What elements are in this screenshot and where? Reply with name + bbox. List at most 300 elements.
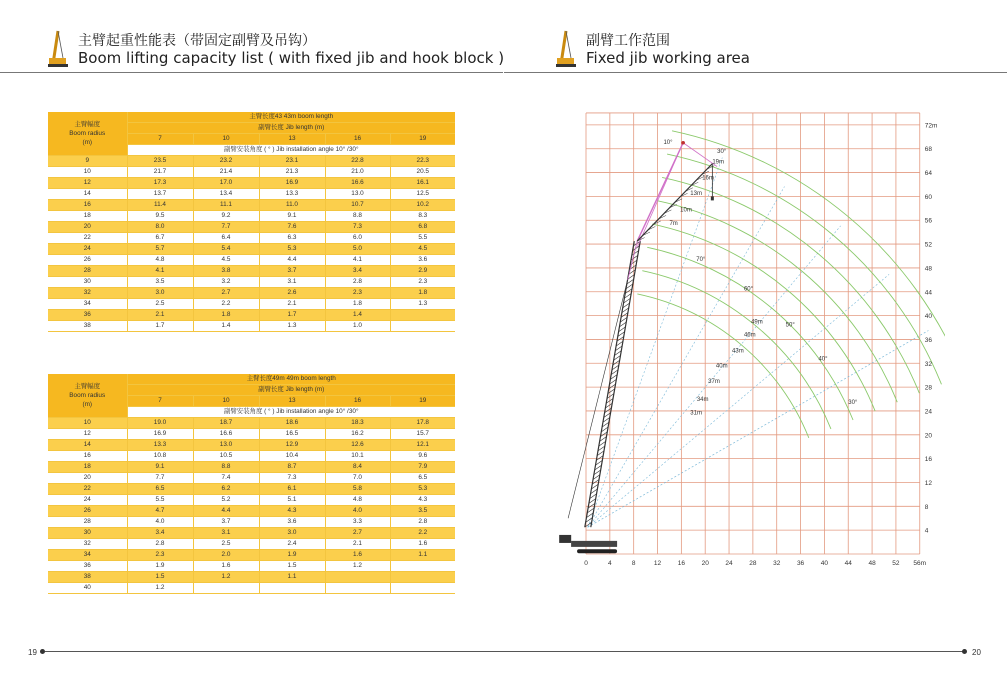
- x-tick-label: 12: [653, 560, 662, 567]
- capacity-cell: 1.2: [127, 583, 193, 594]
- capacity-cell: 5.4: [193, 244, 259, 255]
- table-row: [48, 167, 455, 178]
- capacity-cell: [390, 321, 455, 332]
- capacity-cell: 21.4: [193, 167, 259, 178]
- table-row: [48, 233, 455, 244]
- y-tick-label: 12: [924, 479, 932, 487]
- jib-length-label: 16m: [702, 175, 714, 182]
- x-tick-label: 24: [725, 560, 733, 567]
- capacity-cell: 17.3: [127, 178, 193, 189]
- jib-tip-marker: [681, 141, 685, 145]
- capacity-cell: 8.8: [193, 462, 259, 473]
- angle-label: 30°: [717, 148, 727, 155]
- x-tick-label: 56m: [913, 560, 927, 567]
- jib-length-value: 7: [127, 134, 193, 145]
- crawler-track: [577, 549, 617, 553]
- radius-cell: 24: [48, 495, 127, 506]
- table-row: [48, 561, 455, 572]
- capacity-cell: 2.3: [325, 288, 390, 299]
- capacity-cell: 13.7: [127, 189, 193, 200]
- capacity-cell: 5.5: [390, 233, 455, 244]
- table-row: [48, 418, 455, 429]
- angle-label: 60°: [743, 286, 754, 293]
- radius-cell: 18: [48, 462, 127, 473]
- capacity-cell: [390, 583, 455, 594]
- capacity-cell: 6.8: [390, 222, 455, 233]
- table-row: [48, 222, 455, 233]
- jib-length-header: 副臂长度 Jib length (m): [127, 123, 455, 134]
- capacity-cell: 1.0: [325, 321, 390, 332]
- capacity-cell: 9.1: [127, 462, 193, 473]
- capacity-cell: 1.1: [390, 550, 455, 561]
- jib-working-range-chart: [545, 105, 945, 575]
- angle-label: 30°: [848, 399, 858, 406]
- radius-cell: 34: [48, 299, 127, 310]
- capacity-cell: 2.5: [127, 299, 193, 310]
- table-row: [48, 266, 455, 277]
- y-tick-label: 20: [924, 432, 932, 440]
- capacity-cell: 21.0: [325, 167, 390, 178]
- capacity-cell: 17.0: [193, 178, 259, 189]
- table-row: [48, 299, 455, 310]
- hook-block: [711, 196, 714, 200]
- capacity-cell: [259, 583, 325, 594]
- boom-length-header: 主臂长度43 43m boom length: [127, 112, 455, 123]
- capacity-cell: 8.3: [390, 211, 455, 222]
- table-row: [48, 189, 455, 200]
- capacity-cell: 16.6: [325, 178, 390, 189]
- y-tick-label: 40: [924, 313, 932, 321]
- table-row: [48, 572, 455, 583]
- capacity-cell: 3.1: [193, 528, 259, 539]
- radius-cell: 12: [48, 429, 127, 440]
- table-row: [48, 517, 455, 528]
- capacity-cell: 7.4: [193, 473, 259, 484]
- jib-length-label: 7m: [669, 221, 678, 228]
- table-row: [48, 506, 455, 517]
- capacity-cell: 18.7: [193, 418, 259, 429]
- crawler-body: [571, 541, 617, 547]
- radius-header: 主臂幅度 Boom radius (m): [48, 112, 127, 156]
- x-tick-label: 52: [892, 560, 900, 567]
- capacity-cell: 2.4: [259, 539, 325, 550]
- table-row: [48, 255, 455, 266]
- capacity-cell: 3.7: [259, 266, 325, 277]
- capacity-cell: 2.5: [193, 539, 259, 550]
- x-tick-label: 16: [677, 560, 685, 567]
- capacity-cell: 6.3: [259, 233, 325, 244]
- capacity-cell: 16.1: [390, 178, 455, 189]
- capacity-cell: 5.7: [127, 244, 193, 255]
- y-tick-label: 68: [924, 146, 932, 154]
- table-row: [48, 451, 455, 462]
- counterweight: [559, 535, 571, 543]
- table-row: [48, 462, 455, 473]
- jib-length-label: 13m: [690, 191, 702, 198]
- capacity-cell: 4.4: [193, 506, 259, 517]
- jib-length-header: 副臂长度 Jib length (m): [127, 385, 455, 396]
- capacity-cell: 18.3: [325, 418, 390, 429]
- capacity-cell: 1.9: [259, 550, 325, 561]
- angle-label: 40°: [818, 356, 828, 363]
- capacity-cell: 3.0: [127, 288, 193, 299]
- table-row: [48, 244, 455, 255]
- angle-label: 50°: [785, 322, 795, 329]
- jib-length-value: 16: [325, 396, 390, 407]
- capacity-cell: 12.5: [390, 189, 455, 200]
- table-row: [48, 484, 455, 495]
- jib-length-label: 10m: [680, 207, 692, 214]
- capacity-cell: 13.0: [325, 189, 390, 200]
- capacity-cell: 8.7: [259, 462, 325, 473]
- capacity-cell: 6.1: [259, 484, 325, 495]
- radius-cell: 14: [48, 440, 127, 451]
- x-tick-label: 20: [701, 560, 709, 567]
- capacity-cell: 5.8: [325, 484, 390, 495]
- capacity-cell: 8.0: [127, 222, 193, 233]
- y-tick-label: 44: [924, 289, 932, 297]
- right-header-rule: [504, 72, 1007, 73]
- capacity-cell: 13.0: [193, 440, 259, 451]
- crane-icon: [555, 28, 577, 68]
- table-row: [48, 277, 455, 288]
- radius-header: 主臂幅度 Boom radius (m): [48, 374, 127, 418]
- page-number-left: 19: [28, 648, 37, 657]
- capacity-cell: 10.7: [325, 200, 390, 211]
- capacity-cell: 7.3: [259, 473, 325, 484]
- capacity-cell: 20.5: [390, 167, 455, 178]
- capacity-cell: [390, 561, 455, 572]
- capacity-cell: 3.2: [193, 277, 259, 288]
- capacity-cell: 2.2: [390, 528, 455, 539]
- capacity-cell: 16.9: [259, 178, 325, 189]
- capacity-cell: 4.5: [193, 255, 259, 266]
- radius-cell: 30: [48, 528, 127, 539]
- capacity-cell: 7.6: [259, 222, 325, 233]
- radius-cell: 28: [48, 517, 127, 528]
- jib-length-value: 10: [193, 396, 259, 407]
- capacity-cell: 22.8: [325, 156, 390, 167]
- table-row: [48, 200, 455, 211]
- capacity-cell: 1.2: [193, 572, 259, 583]
- radius-cell: 22: [48, 484, 127, 495]
- radius-cell: 12: [48, 178, 127, 189]
- capacity-cell: 11.0: [259, 200, 325, 211]
- table-row: [48, 440, 455, 451]
- radius-cell: 24: [48, 244, 127, 255]
- angle-label: 70°: [696, 256, 706, 263]
- capacity-cell: 4.0: [325, 506, 390, 517]
- capacity-cell: 16.6: [193, 429, 259, 440]
- x-tick-label: 4: [608, 560, 612, 567]
- radius-cell: 14: [48, 189, 127, 200]
- right-title-cn: 副臂工作范围: [586, 33, 670, 49]
- capacity-cell: 6.7: [127, 233, 193, 244]
- radius-cell: 10: [48, 418, 127, 429]
- capacity-cell: 3.7: [193, 517, 259, 528]
- radius-cell: 30: [48, 277, 127, 288]
- capacity-cell: 1.3: [390, 299, 455, 310]
- y-tick-label: 24: [924, 408, 932, 416]
- boom-length-label: 37m: [708, 378, 720, 385]
- y-tick-label: 8: [924, 503, 929, 511]
- capacity-cell: 2.6: [259, 288, 325, 299]
- x-tick-label: 28: [749, 560, 757, 567]
- capacity-cell: 3.5: [127, 277, 193, 288]
- radius-cell: 18: [48, 211, 127, 222]
- jib-angle-header: 副臂安装角度 ( ° ) Jib installation angle 10° /30°: [127, 145, 455, 156]
- capacity-cell: 23.2: [193, 156, 259, 167]
- capacity-cell: 3.4: [127, 528, 193, 539]
- y-tick-label: 4: [924, 527, 929, 535]
- capacity-cell: 5.3: [259, 244, 325, 255]
- boom-length-label: 49m: [751, 319, 763, 326]
- footer-rule: [45, 651, 963, 652]
- angle-label: 10°: [663, 139, 673, 146]
- radius-cell: 36: [48, 310, 127, 321]
- capacity-cell: [325, 583, 390, 594]
- capacity-cell: 13.4: [193, 189, 259, 200]
- angle-ray: [588, 158, 723, 528]
- crane-icon: [47, 28, 69, 68]
- table-row: [48, 178, 455, 189]
- capacity-cell: 3.3: [325, 517, 390, 528]
- radius-cell: 22: [48, 233, 127, 244]
- boom-length-label: 31m: [690, 410, 702, 417]
- capacity-cell: 2.1: [127, 310, 193, 321]
- capacity-cell: 5.0: [325, 244, 390, 255]
- boom-length-label: 46m: [743, 332, 756, 339]
- capacity-table-43m: [48, 112, 455, 332]
- table-row: [48, 473, 455, 484]
- capacity-cell: 1.8: [325, 299, 390, 310]
- table-row: [48, 495, 455, 506]
- capacity-cell: 1.1: [259, 572, 325, 583]
- capacity-cell: 3.4: [325, 266, 390, 277]
- table-row: [48, 288, 455, 299]
- capacity-cell: 19.0: [127, 418, 193, 429]
- range-arc: [657, 201, 897, 402]
- capacity-cell: 6.5: [127, 484, 193, 495]
- jib-length-value: 19: [390, 396, 455, 407]
- capacity-cell: 2.2: [193, 299, 259, 310]
- jib-strut: [628, 241, 638, 280]
- boom-length-header: 主臂长度49m 49m boom length: [127, 374, 455, 385]
- capacity-cell: 2.0: [193, 550, 259, 561]
- radius-cell: 38: [48, 572, 127, 583]
- radius-cell: 32: [48, 539, 127, 550]
- capacity-cell: 7.7: [193, 222, 259, 233]
- capacity-cell: 10.1: [325, 451, 390, 462]
- capacity-cell: 11.4: [127, 200, 193, 211]
- capacity-cell: 4.8: [325, 495, 390, 506]
- radius-cell: 9: [48, 156, 127, 167]
- capacity-cell: 23.1: [259, 156, 325, 167]
- jib-length-value: 13: [259, 396, 325, 407]
- radius-cell: 10: [48, 167, 127, 178]
- y-tick-label: 16: [924, 456, 932, 464]
- capacity-cell: 12.1: [390, 440, 455, 451]
- capacity-cell: 1.2: [325, 561, 390, 572]
- capacity-cell: 6.2: [193, 484, 259, 495]
- capacity-cell: 1.6: [325, 550, 390, 561]
- table-row: [48, 156, 455, 167]
- capacity-cell: 2.8: [390, 517, 455, 528]
- jib-angle-header: 副臂安装角度 ( ° ) Jib installation angle 10° /30°: [127, 407, 455, 418]
- capacity-cell: 18.6: [259, 418, 325, 429]
- capacity-cell: 23.5: [127, 156, 193, 167]
- capacity-table-49m: [48, 374, 455, 594]
- y-tick-label: 72m: [924, 122, 938, 130]
- capacity-cell: 2.8: [325, 277, 390, 288]
- capacity-cell: 3.6: [390, 255, 455, 266]
- jib-length-value: 19: [390, 134, 455, 145]
- capacity-cell: 7.9: [390, 462, 455, 473]
- capacity-cell: 3.6: [259, 517, 325, 528]
- capacity-cell: 9.5: [127, 211, 193, 222]
- capacity-cell: [390, 572, 455, 583]
- radius-cell: 38: [48, 321, 127, 332]
- capacity-cell: 3.1: [259, 277, 325, 288]
- capacity-cell: 16.2: [325, 429, 390, 440]
- jib-length-label: 19m: [712, 159, 725, 166]
- table-row: [48, 550, 455, 561]
- capacity-cell: 7.0: [325, 473, 390, 484]
- capacity-cell: 5.2: [193, 495, 259, 506]
- radius-cell: 40: [48, 583, 127, 594]
- capacity-cell: 8.4: [325, 462, 390, 473]
- capacity-cell: 9.1: [259, 211, 325, 222]
- capacity-cell: 9.2: [193, 211, 259, 222]
- capacity-cell: 2.1: [259, 299, 325, 310]
- boom-length-label: 34m: [696, 396, 709, 403]
- x-tick-label: 8: [631, 560, 636, 567]
- jib-length-value: 10: [193, 134, 259, 145]
- y-tick-label: 60: [924, 193, 932, 201]
- capacity-cell: 4.0: [127, 517, 193, 528]
- radius-cell: 16: [48, 200, 127, 211]
- radius-cell: 32: [48, 288, 127, 299]
- y-tick-label: 28: [924, 384, 932, 392]
- table-row: [48, 211, 455, 222]
- capacity-cell: 12.9: [259, 440, 325, 451]
- capacity-cell: 3.5: [390, 506, 455, 517]
- capacity-cell: 15.7: [390, 429, 455, 440]
- table-row: [48, 539, 455, 550]
- jib-length-value: 13: [259, 134, 325, 145]
- radius-cell: 16: [48, 451, 127, 462]
- right-title-en: Fixed jib working area: [586, 49, 750, 67]
- range-arc: [672, 131, 945, 376]
- capacity-cell: 5.1: [259, 495, 325, 506]
- x-tick-label: 40: [820, 560, 829, 567]
- table-row: [48, 528, 455, 539]
- radius-cell: 28: [48, 266, 127, 277]
- capacity-cell: 13.3: [259, 189, 325, 200]
- page-number-right: 20: [972, 648, 981, 657]
- capacity-cell: 6.4: [193, 233, 259, 244]
- capacity-cell: 3.0: [259, 528, 325, 539]
- capacity-cell: 13.3: [127, 440, 193, 451]
- capacity-cell: 2.7: [193, 288, 259, 299]
- capacity-cell: 6.5: [390, 473, 455, 484]
- capacity-cell: 12.6: [325, 440, 390, 451]
- capacity-cell: 2.3: [390, 277, 455, 288]
- capacity-cell: 5.5: [127, 495, 193, 506]
- jib-10deg-chord: [637, 143, 683, 247]
- capacity-cell: 4.7: [127, 506, 193, 517]
- capacity-cell: 3.8: [193, 266, 259, 277]
- capacity-cell: 11.1: [193, 200, 259, 211]
- capacity-cell: 1.5: [259, 561, 325, 572]
- capacity-cell: [325, 572, 390, 583]
- capacity-cell: 2.3: [127, 550, 193, 561]
- capacity-cell: 4.1: [127, 266, 193, 277]
- table-row: [48, 310, 455, 321]
- y-tick-label: 64: [924, 170, 932, 178]
- table-row: [48, 321, 455, 332]
- table-row: [48, 583, 455, 594]
- x-tick-label: 32: [773, 560, 781, 567]
- capacity-cell: 21.3: [259, 167, 325, 178]
- capacity-cell: 22.3: [390, 156, 455, 167]
- capacity-cell: 4.5: [390, 244, 455, 255]
- capacity-cell: 1.8: [193, 310, 259, 321]
- capacity-cell: 2.7: [325, 528, 390, 539]
- capacity-cell: 16.5: [259, 429, 325, 440]
- capacity-cell: [193, 583, 259, 594]
- left-title-cn: 主臂起重性能表（带固定副臂及吊钩）: [78, 33, 316, 49]
- capacity-cell: 9.6: [390, 451, 455, 462]
- left-header-rule: [0, 72, 503, 73]
- capacity-cell: 1.6: [193, 561, 259, 572]
- radius-cell: 26: [48, 255, 127, 266]
- capacity-cell: 1.7: [259, 310, 325, 321]
- y-tick-label: 56: [924, 217, 932, 225]
- capacity-cell: 7.3: [325, 222, 390, 233]
- capacity-cell: 1.5: [127, 572, 193, 583]
- capacity-cell: 10.4: [259, 451, 325, 462]
- boom-length-label: 43m: [732, 348, 744, 355]
- capacity-cell: 8.8: [325, 211, 390, 222]
- radius-cell: 36: [48, 561, 127, 572]
- left-title-en: Boom lifting capacity list ( with fixed jib and hook block ): [78, 49, 505, 67]
- capacity-cell: 2.9: [390, 266, 455, 277]
- y-tick-label: 32: [924, 360, 932, 368]
- capacity-cell: 1.7: [127, 321, 193, 332]
- capacity-cell: 1.3: [259, 321, 325, 332]
- y-tick-label: 36: [924, 336, 932, 344]
- radius-cell: 26: [48, 506, 127, 517]
- x-tick-label: 0: [584, 560, 588, 567]
- capacity-cell: 7.7: [127, 473, 193, 484]
- capacity-cell: 4.3: [390, 495, 455, 506]
- footer-dot-right: [962, 649, 967, 654]
- capacity-cell: 2.8: [127, 539, 193, 550]
- capacity-cell: 4.4: [259, 255, 325, 266]
- capacity-cell: [390, 310, 455, 321]
- capacity-cell: 4.1: [325, 255, 390, 266]
- capacity-cell: 1.9: [127, 561, 193, 572]
- radius-cell: 20: [48, 222, 127, 233]
- boom-length-label: 40m: [715, 363, 728, 370]
- x-tick-label: 44: [844, 560, 852, 567]
- capacity-cell: 17.8: [390, 418, 455, 429]
- capacity-cell: 21.7: [127, 167, 193, 178]
- capacity-cell: 10.8: [127, 451, 193, 462]
- jib-length-value: 16: [325, 134, 390, 145]
- boom-backstay: [568, 241, 637, 518]
